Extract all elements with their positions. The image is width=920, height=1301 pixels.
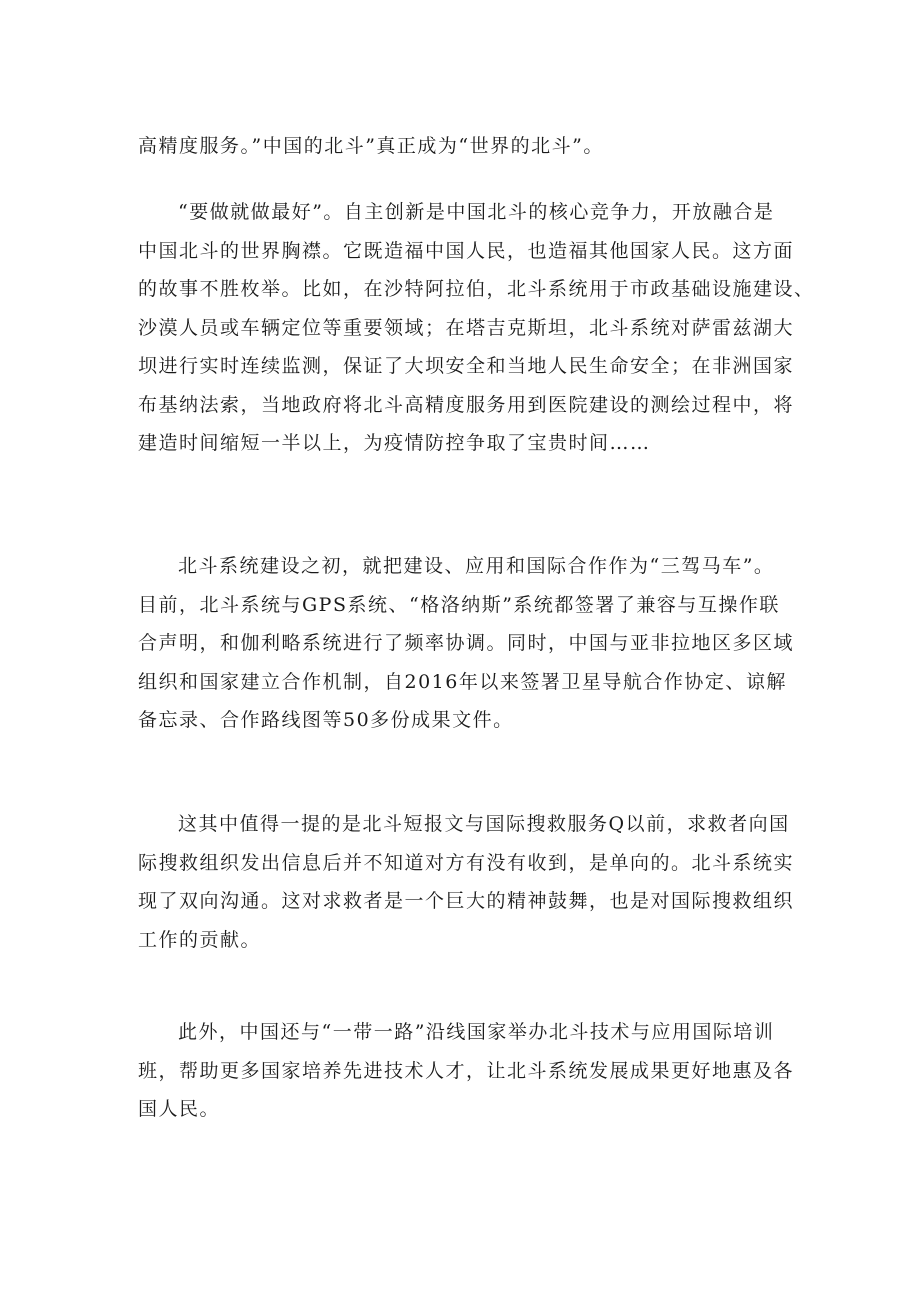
paragraph-3 [138,547,795,740]
paragraph-line: 际搜救组织发出信息后并不知道对方有没有收到，是单向的。北斗系统实 [138,851,795,874]
paragraph-5 [138,1013,795,1129]
paragraph-line: 工作的贡献。 [138,928,262,951]
paragraph-line: 组织和国家建立合作机制，自2016年以来签署卫星导航合作协定、谅解 [138,670,787,693]
paragraph-line: 班，帮助更多国家培养先进技术人才，让北斗系统发展成果更好地惠及各 [138,1059,795,1082]
paragraph-4 [138,805,795,959]
paragraph-line: 目前，北斗系统与GPS系统、“格洛纳斯”系统都签署了兼容与互操作联 [138,593,780,616]
paragraph-line: 这其中值得一提的是北斗短报文与国际搜救服务Q以前，求救者向国 [178,813,790,835]
paragraph-line: 建造时间缩短一半以上，为疫情防控争取了宝贵时间…… [138,432,651,454]
paragraph-2 [138,193,815,463]
paragraph-line: 中国北斗的世界胸襟。它既造福中国人民，也造福其他国家人民。这方面 [138,239,795,262]
paragraph-1 [138,127,788,166]
paragraph-line: 坝进行实时连续监测，保证了大坝安全和当地人民生命安全；在非洲国家 [138,355,795,377]
paragraph-line: “要做就做最好”。自主创新是中国北斗的核心竞争力，开放融合是 [178,201,775,223]
paragraph-line: 备忘录、合作路线图等50多份成果文件。 [138,709,514,731]
paragraph-line: 北斗系统建设之初，就把建设、应用和国际合作作为“三驾马车”。 [178,555,775,577]
paragraph-line: 的故事不胜枚举。比如，在沙特阿拉伯，北斗系统用于市政基础设施建设、 [138,278,815,300]
paragraph-line: 国人民。 [138,1098,221,1120]
paragraph-line: 此外，中国还与“一带一路”沿线国家举办北斗技术与应用国际培训 [178,1021,775,1043]
paragraph-line: 现了双向沟通。这对求救者是一个巨大的精神鼓舞，也是对国际搜救组织 [138,890,795,912]
paragraph-line: 布基纳法索，当地政府将北斗高精度服务用到医院建设的测绘过程中，将 [138,393,795,416]
paragraph-line: 沙漠人员或车辆定位等重要领域；在塔吉克斯坦，北斗系统对萨雷兹湖大 [138,316,795,339]
paragraph-line: 合声明，和伽利略系统进行了频率协调。同时，中国与亚非拉地区多区域 [138,632,795,654]
paragraph-line: 高精度服务。”中国的北斗”真正成为“世界的北斗”。 [138,135,604,157]
